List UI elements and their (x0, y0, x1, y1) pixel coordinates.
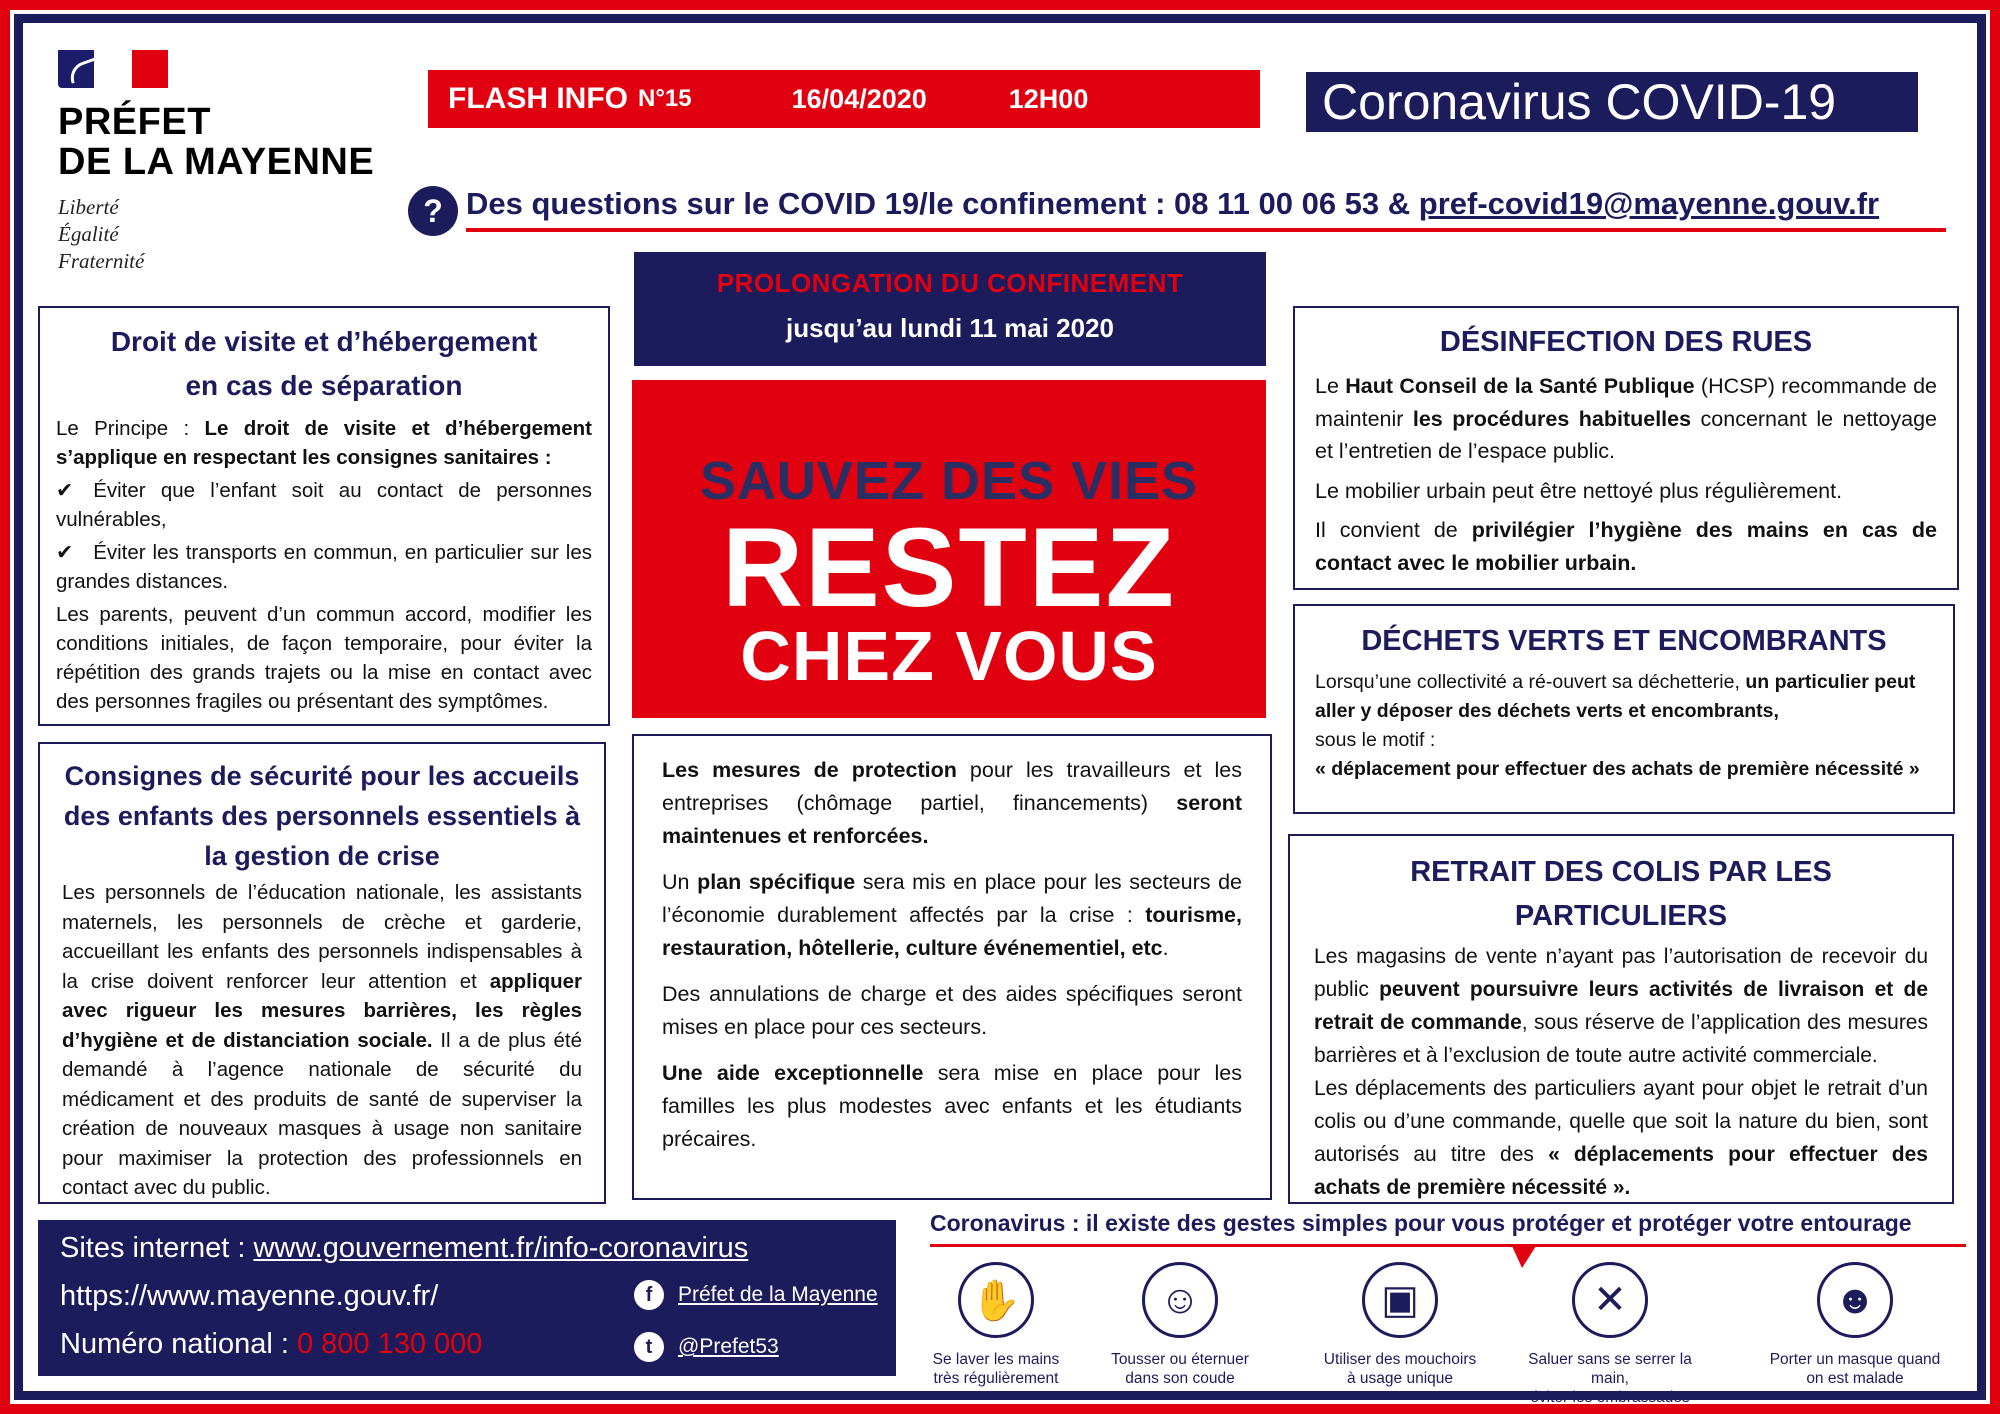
covid-title: Coronavirus COVID-19 (1306, 72, 1918, 132)
question-text: Des questions sur le COVID 19/le confinement : 08 11 00 06 53 & (466, 186, 1419, 221)
parcel-pickup-box (1288, 834, 1954, 1204)
contact-email-link[interactable]: pref-covid19@mayenne.gouv.fr (1418, 186, 1880, 221)
parcel-paragraph-2: Les déplacements des particuliers ayant pour objet le retrait d’un colis ou d’une commande, quelle que soit la nature du bien, sont autorisés au titre des « déplacements pour effectuer des achats de première nécessité ». (1314, 1077, 1928, 1199)
facebook-link[interactable] (634, 1280, 878, 1310)
list-item: ✔ Éviter que l’enfant soit au contact de personnes vulnérables, (56, 479, 592, 531)
gesture-label: Se laver les mains très régulièrement (932, 1351, 1060, 1387)
gesture-cough-elbow (1080, 1262, 1280, 1388)
extension-date: jusqu’au lundi 11 mai 2020 (785, 313, 1114, 343)
disinfection-paragraph-2: Le mobilier urbain peut être nettoyé plus régulièrement. (1315, 478, 1843, 503)
childcare-safety-text: Les personnels de l’éducation nationale, les assistants maternels, les personnels de crèche et garderie, accueillant les enfants des personnels indispensables à la crise doivent renforcer leur attention et appliquer avec rigueur les mesures barrières, les règles d’hygiène et de distanciation sociale. Il a de plus été demandé à l’agence nationale de sécurité du médicament et des produits de santé de superviser la création de nouveaux masques à usage non sanitaire pour maximiser la protection des professionnels en contact avec du public. (62, 881, 582, 1199)
logo-title: PRÉFET DE LA MAYENNE (58, 101, 375, 183)
no-handshake-icon: ✕ (1572, 1262, 1648, 1338)
marianne-flag-icon (58, 50, 168, 88)
flash-label: FLASH INFO (448, 82, 628, 115)
websites-line: Sites internet : www.gouvernement.fr/info-coronavirus (60, 1232, 749, 1264)
childcare-safety-box (38, 742, 606, 1204)
save-lives-text: SAUVEZ DES VIES (699, 451, 1199, 511)
visiting-principle: Le Principe : Le droit de visite et d’hébergement s’applique en respectant les consignes sanitaires : (56, 417, 592, 469)
gesture-mask (1755, 1262, 1955, 1388)
gesture-label: Porter un masque quand on est malade (1769, 1351, 1941, 1387)
barrier-gestures-title: Coronavirus : il existe des gestes simples pour vous protéger et protéger votre entourage (930, 1210, 1912, 1236)
list-item: ✔ Éviter les transports en commun, en particulier sur les grandes distances. (56, 541, 592, 593)
visiting-bullets (56, 476, 592, 596)
stay-home-poster (632, 380, 1266, 718)
check-icon: ✔ (56, 541, 74, 564)
question-underline (466, 228, 1946, 232)
gestures-underline (930, 1244, 1966, 1247)
waste-paragraph-3: « déplacement pour effectuer des achats de première nécessité » (1315, 758, 1920, 780)
question-icon: ? (408, 186, 458, 236)
facebook-label: Préfet de la Mayenne (678, 1283, 878, 1306)
waste-paragraph-1: Lorsqu’une collectivité a ré-ouvert sa déchetterie, un particulier peut aller y déposer des déchets verts et encombrants, (1315, 671, 1916, 722)
prefecture-logo (58, 50, 408, 275)
national-number-line: Numéro national : 0 800 130 000 (60, 1328, 483, 1360)
measures-paragraph-2: Un plan spécifique sera mis en place pour les secteurs de l’économie durablement affectés par la crise : tourisme, restauration, hôtellerie, culture événementiel, etc. (662, 870, 1242, 960)
gesture-label: Tousser ou éternuer dans son coude (1111, 1351, 1249, 1387)
extension-headline: PROLONGATION DU CONFINEMENT (716, 268, 1184, 298)
flash-info-bar (428, 70, 1260, 128)
parcel-paragraph-1: Les magasins de vente n’ayant pas l’autorisation de recevoir du public peuvent poursuivre leurs activités de livraison et de retrait de commande, sous réserve de l’application des mesures barrières et à l’exclusion de toute autre activité commerciale. (1314, 945, 1928, 1067)
childcare-safety-title: Consignes de sécurité pour les accueils des enfants des personnels essentiels à la gestion de crise (63, 761, 581, 871)
wash-hands-icon: ✋ (958, 1262, 1034, 1338)
visiting-paragraph: Les parents, peuvent d’un commun accord, modifier les conditions initiales, de façon temporaire, pour éviter la répétition des grands trajets ou la mise en contact avec des personnes fragiles ou présentant des symptômes. (56, 603, 592, 713)
visiting-rights-box (38, 306, 610, 726)
waste-paragraph-2: sous le motif : (1315, 729, 1436, 751)
question-line (466, 186, 1879, 222)
lockdown-extension-banner (634, 252, 1266, 366)
contact-info-panel (38, 1220, 896, 1376)
flash-time: 12H00 (1008, 83, 1089, 114)
green-waste-box (1293, 604, 1955, 814)
flash-date: 16/04/2020 (791, 83, 927, 114)
measures-paragraph-1: Les mesures de protection pour les travailleurs et les entreprises (chômage partiel, financements) seront maintenues et renforcées. (662, 758, 1242, 848)
protection-measures-box (632, 734, 1272, 1200)
twitter-icon: t (634, 1332, 664, 1362)
street-disinfection-box (1293, 306, 1959, 590)
flash-number: N°15 (638, 85, 692, 112)
green-waste-title: DÉCHETS VERTS ET ENCOMBRANTS (1361, 625, 1887, 657)
at-home-text: CHEZ VOUS (740, 617, 1158, 695)
facebook-icon: f (634, 1280, 664, 1310)
check-icon: ✔ (56, 479, 74, 502)
mayenne-site-link[interactable]: https://www.mayenne.gouv.fr/ (60, 1280, 439, 1312)
disinfection-paragraph-3: Il convient de privilégier l’hygiène des mains en cas de contact avec le mobilier urbain. (1315, 518, 1937, 575)
gesture-tissue (1300, 1262, 1500, 1388)
measures-paragraph-3: Des annulations de charge et des aides spécifiques seront mises en place pour ces secteurs. (662, 982, 1242, 1039)
parcel-pickup-title: RETRAIT DES COLIS PAR LES PARTICULIERS (1410, 856, 1832, 932)
logo-motto: Liberté Égalité Fraternité (58, 195, 145, 273)
stay-text: RESTEZ (722, 505, 1176, 630)
gouvernement-link[interactable]: www.gouvernement.fr/info-coronavirus (253, 1232, 749, 1264)
cough-elbow-icon: ☺ (1142, 1262, 1218, 1338)
measures-paragraph-4: Une aide exceptionnelle sera mise en place pour les familles les plus modestes avec enfants et les étudiants précaires. (662, 1061, 1242, 1151)
gesture-label: Saluer sans se serrer la main, éviter les embrassades (1528, 1351, 1692, 1406)
gesture-wash-hands (896, 1262, 1096, 1388)
national-number[interactable]: 0 800 130 000 (296, 1328, 483, 1360)
gesture-no-handshake (1510, 1262, 1710, 1407)
tissue-icon: ▣ (1362, 1262, 1438, 1338)
mask-icon: ☻ (1817, 1262, 1893, 1338)
disinfection-paragraph-1: Le Haut Conseil de la Santé Publique (HCSP) recommande de maintenir les procédures habituelles concernant le nettoyage et l’entretien de l’espace public. (1315, 374, 1937, 463)
street-disinfection-title: DÉSINFECTION DES RUES (1439, 326, 1813, 358)
gesture-label: Utiliser des mouchoirs à usage unique (1323, 1351, 1477, 1387)
twitter-label: @Prefet53 (678, 1335, 779, 1358)
twitter-link[interactable] (634, 1332, 779, 1362)
visiting-rights-title: Droit de visite et d’hébergement en cas de séparation (110, 326, 538, 401)
